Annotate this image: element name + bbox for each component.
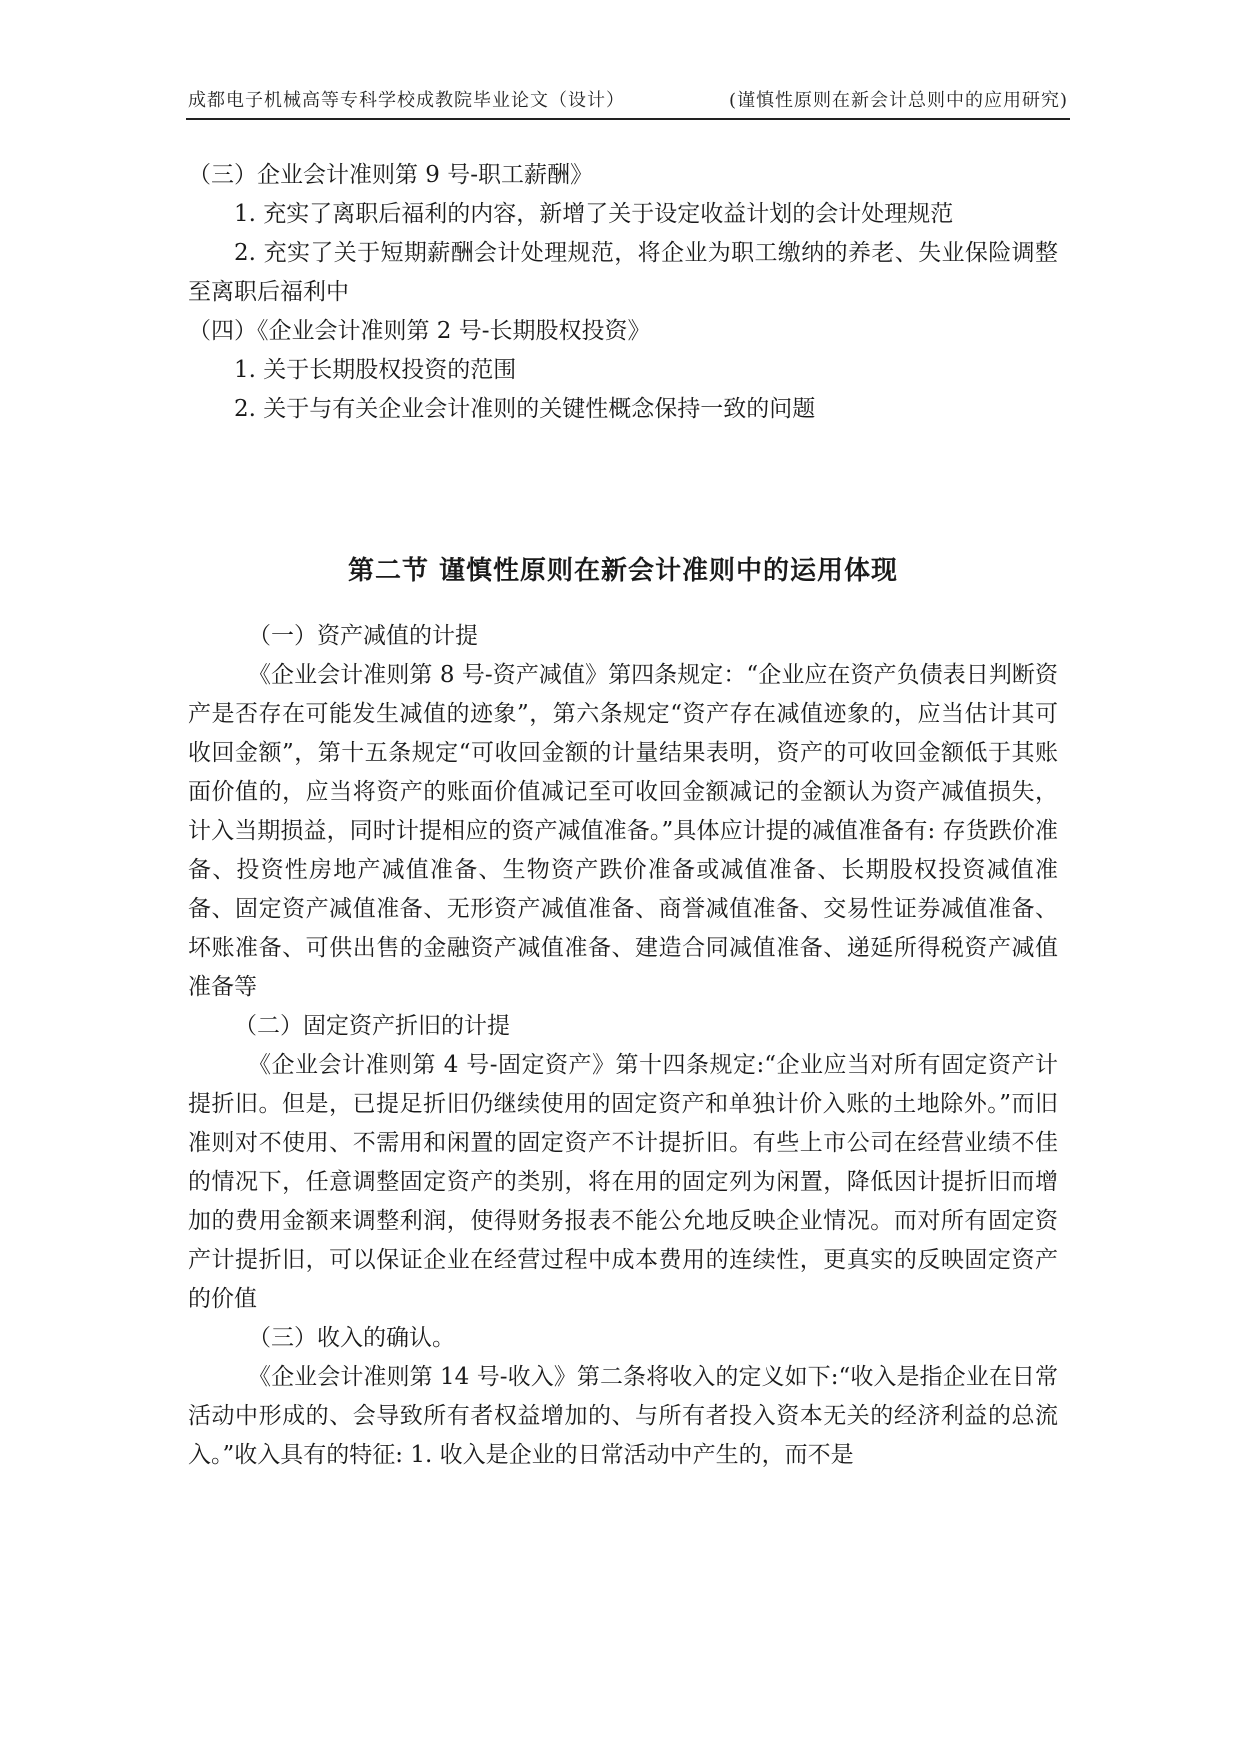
running-header xyxy=(188,86,1068,116)
page-body xyxy=(188,156,1058,1475)
subsection-2-heading: （二）固定资产折旧的计提 xyxy=(234,1013,510,1039)
item3-heading: （三）企业会计准则第 9 号-职工薪酬》 xyxy=(188,162,594,188)
item3-point-1: 1. 充实了离职后福利的内容，新增了关于设定收益计划的会计处理规范 xyxy=(234,201,954,227)
section-title: 第二节 谨慎性原则在新会计准则中的运用体现 xyxy=(347,556,899,586)
header-divider xyxy=(186,118,1070,120)
subsection-1-heading: （一）资产减值的计提 xyxy=(248,623,478,649)
subsection-1-paragraph: 《企业会计准则第 8 号-资产减值》第四条规定：“企业应在资产负债表日判断资产是否存在可能发生减值的迹象”，第六条规定“资产存在减值迹象的，应当估计其可收回金额”，第十五条规定“可收回金额的计量结果表明，资产的可收回金额低于其账面价值的，应当将资产的账面价值减记至可收回金额减记的金额认为资产减值损失，计入当期损益，同时计提相应的资产减值准备。”具体应计提的减值准备有: 存货跌价准备、投资性房地产减值准备、生物资产跌价准备或减值准备、长期股权投资减值准备、固定资产减值准备、无形资产减值准备、商誉减值准备、交易性证券减值准备、坏账准备、可供出售的金融资产减值准备、建造合同减值准备、递延所得税资产减值准备等 xyxy=(188,662,1058,1000)
item4-point-2: 2. 关于与有关企业会计准则的关键性概念保持一致的问题 xyxy=(234,396,816,422)
header-school-title: 成都电子机械高等专科学校成教院毕业论文（设计） xyxy=(188,90,625,111)
item3-point-2: 2. 充实了关于短期薪酬会计处理规范，将企业为职工缴纳的养老、失业保险调整至离职后福利中 xyxy=(188,240,1058,305)
header-thesis-title: (谨慎性原则在新会计总则中的应用研究) xyxy=(728,90,1068,111)
item4-point-1: 1. 关于长期股权投资的范围 xyxy=(234,357,517,383)
subsection-3-heading: （三）收入的确认。 xyxy=(248,1325,455,1351)
item4-heading: （四）《企业会计准则第 2 号-长期股权投资》 xyxy=(188,318,651,344)
section-gap xyxy=(188,429,1058,551)
subsection-2-paragraph: 《企业会计准则第 4 号-固定资产》第十四条规定:“企业应当对所有固定资产计提折旧。但是，已提足折旧仍继续使用的固定资产和单独计价入账的土地除外。”而旧准则对不使用、不需用和闲置的固定资产不计提折旧。有些上市公司在经营业绩不佳的情况下，任意调整固定资产的类别，将在用的固定列为闲置，降低因计提折旧而增加的费用金额来调整利润，使得财务报表不能公允地反映企业情况。而对所有固定资产计提折旧，可以保证企业在经营过程中成本费用的连续性，更真实的反映固定资产的价值 xyxy=(188,1052,1058,1312)
subsection-3-paragraph: 《企业会计准则第 14 号-收入》第二条将收入的定义如下:“收入是指企业在日常活动中形成的、会导致所有者权益增加的、与所有者投入资本无关的经济利益的总流入。”收入具有的特征: 1. 收入是企业的日常活动中产生的，而不是 xyxy=(188,1364,1058,1468)
